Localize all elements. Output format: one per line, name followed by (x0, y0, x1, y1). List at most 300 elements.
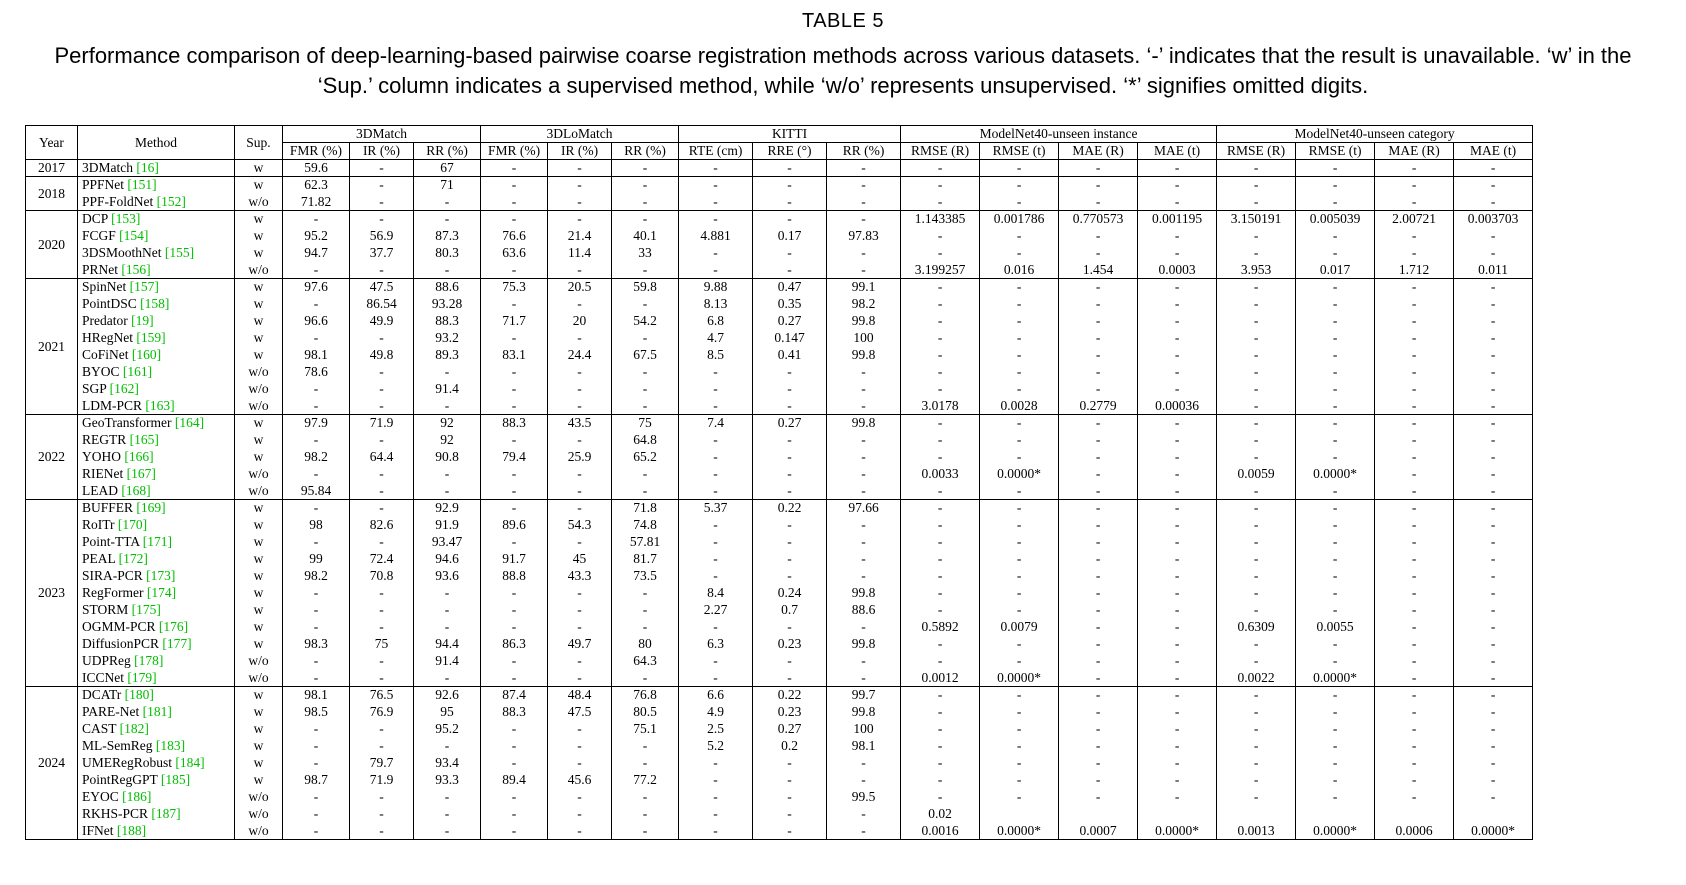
sup-cell: w (235, 721, 283, 738)
value-cell: 0.22 (753, 500, 827, 517)
value-cell: - (1217, 398, 1296, 415)
value-cell: - (548, 483, 612, 500)
table-row-buffer (26, 500, 1533, 517)
method-name: CAST (82, 721, 120, 736)
citation-link[interactable]: [178] (134, 653, 164, 668)
value-cell: 91.9 (414, 517, 481, 534)
citation-link[interactable]: [188] (116, 822, 147, 838)
citation-link[interactable]: [164] (174, 415, 205, 431)
value-cell: - (1454, 347, 1533, 364)
citation-link[interactable]: [167] (126, 466, 156, 481)
sup-cell: w (235, 500, 283, 517)
citation-link[interactable]: [181] (142, 704, 172, 719)
value-cell: - (827, 381, 901, 398)
value-cell: - (1138, 449, 1217, 466)
value-cell: 99.8 (827, 415, 901, 432)
citation-link[interactable]: [177] (162, 636, 192, 651)
value-cell: - (1296, 347, 1375, 364)
column-header-mae-t: MAE (t) (1138, 143, 1217, 160)
citation-link[interactable]: [153] (111, 211, 141, 227)
value-cell: 78.6 (283, 364, 350, 381)
method-cell (78, 313, 235, 330)
value-cell: - (901, 789, 980, 806)
method-name: RegFormer (82, 585, 147, 600)
value-cell: 0.0000* (1138, 823, 1217, 840)
value-cell: - (1296, 194, 1375, 211)
value-cell: - (612, 262, 679, 279)
value-cell: - (1296, 245, 1375, 262)
citation-link[interactable]: [172] (118, 551, 148, 566)
citation-link[interactable]: [176] (158, 619, 189, 634)
value-cell: - (1138, 772, 1217, 789)
value-cell (1296, 806, 1375, 823)
citation-link[interactable]: [169] (136, 500, 166, 516)
value-cell: - (1375, 704, 1454, 721)
citation-link[interactable]: [157] (129, 279, 159, 295)
value-cell: - (901, 160, 980, 177)
value-cell: - (901, 483, 980, 500)
value-cell: - (548, 721, 612, 738)
value-cell: - (1217, 483, 1296, 500)
value-cell: - (548, 806, 612, 823)
value-cell: - (1138, 500, 1217, 517)
citation-link[interactable]: [168] (121, 482, 151, 498)
value-cell: 56.9 (350, 228, 414, 245)
value-cell: 37.7 (350, 245, 414, 262)
value-cell: - (901, 551, 980, 568)
value-cell: 64.3 (612, 653, 679, 670)
value-cell: - (481, 721, 548, 738)
method-cell (78, 279, 235, 296)
citation-link[interactable]: [180] (124, 687, 154, 703)
value-cell: 95.2 (283, 228, 350, 245)
method-name: GeoTransformer (82, 415, 175, 431)
sup-cell: w (235, 449, 283, 466)
value-cell: 76.6 (481, 228, 548, 245)
value-cell: - (901, 568, 980, 585)
value-cell: 8.5 (679, 347, 753, 364)
value-cell: - (1059, 534, 1138, 551)
value-cell: - (827, 432, 901, 449)
value-cell: - (1296, 789, 1375, 806)
value-cell: - (350, 160, 414, 177)
value-cell: - (1138, 602, 1217, 619)
value-cell: 97.66 (827, 500, 901, 517)
value-cell: - (753, 160, 827, 177)
value-cell: - (350, 823, 414, 840)
value-cell: - (1059, 415, 1138, 432)
value-cell: - (548, 381, 612, 398)
value-cell: 98.2 (283, 449, 350, 466)
value-cell: - (980, 177, 1059, 194)
citation-link[interactable]: [187] (151, 806, 181, 821)
method-cell (78, 449, 235, 466)
value-cell: - (827, 160, 901, 177)
value-cell: - (1296, 398, 1375, 415)
value-cell: - (753, 755, 827, 772)
value-cell: - (481, 653, 548, 670)
value-cell: - (1375, 194, 1454, 211)
value-cell: - (1375, 177, 1454, 194)
value-cell: - (901, 279, 980, 296)
citation-link[interactable]: [158] (140, 296, 170, 311)
value-cell: 0.0022 (1217, 670, 1296, 687)
value-cell: - (1375, 636, 1454, 653)
value-cell: - (827, 177, 901, 194)
citation-link[interactable]: [182] (119, 721, 149, 736)
value-cell: 0.02 (901, 806, 980, 823)
value-cell: - (1296, 772, 1375, 789)
value-cell: 0.2779 (1059, 398, 1138, 415)
value-cell: - (481, 738, 548, 755)
method-cell (78, 330, 235, 347)
value-cell: - (1296, 228, 1375, 245)
value-cell: - (1454, 670, 1533, 687)
results-table (25, 125, 1533, 840)
value-cell: 5.37 (679, 500, 753, 517)
value-cell: - (1138, 279, 1217, 296)
value-cell: - (679, 211, 753, 228)
value-cell: - (679, 245, 753, 262)
value-cell: - (827, 670, 901, 687)
value-cell: - (283, 602, 350, 619)
value-cell: - (1375, 466, 1454, 483)
method-name: RoITr (82, 517, 118, 532)
value-cell: 86.54 (350, 296, 414, 313)
value-cell: - (980, 755, 1059, 772)
value-cell: - (1138, 296, 1217, 313)
value-cell: - (753, 398, 827, 415)
sup-cell: w (235, 517, 283, 534)
table-row-ppf-foldnet (26, 194, 1533, 211)
table-row-rienet (26, 466, 1533, 483)
value-cell: 70.8 (350, 568, 414, 585)
table-row-iccnet (26, 670, 1533, 687)
value-cell: - (980, 347, 1059, 364)
citation-link[interactable]: [185] (160, 772, 191, 787)
value-cell: - (1375, 364, 1454, 381)
value-cell: - (1138, 364, 1217, 381)
value-cell: 0.017 (1296, 262, 1375, 279)
value-cell: - (548, 211, 612, 228)
value-cell: - (414, 806, 481, 823)
value-cell: - (980, 721, 1059, 738)
group-header-kitti: KITTI (679, 126, 901, 143)
value-cell: - (1217, 160, 1296, 177)
value-cell: - (1217, 347, 1296, 364)
value-cell: - (1296, 296, 1375, 313)
value-cell: - (1375, 313, 1454, 330)
value-cell: - (827, 551, 901, 568)
citation-link[interactable]: [184] (175, 755, 205, 770)
value-cell: 59.8 (612, 279, 679, 296)
value-cell: 76.5 (350, 687, 414, 704)
method-name: 3DSMoothNet (82, 245, 165, 260)
value-cell: - (1296, 483, 1375, 500)
value-cell: - (1454, 228, 1533, 245)
value-cell: 100 (827, 330, 901, 347)
column-header-rmse-r: RMSE (R) (901, 143, 980, 160)
value-cell: 94.4 (414, 636, 481, 653)
value-cell: - (1217, 194, 1296, 211)
value-cell: 33 (612, 245, 679, 262)
value-cell: - (753, 789, 827, 806)
caption-text: Performance comparison of deep-learning-based pairwise coarse registration methods across various datasets. ‘-’ indicates that the result is unavailable. ‘w’ in the ‘Sup.’ column indicates a supervised method, while ‘w/o’ represents unsupervised. ‘*’ signifies omitted digits. (54, 43, 1632, 98)
year-cell: 2023 (26, 500, 78, 687)
value-cell: 11.4 (548, 245, 612, 262)
method-cell (78, 551, 235, 568)
value-cell: 71.9 (350, 415, 414, 432)
sup-cell: w (235, 704, 283, 721)
value-cell: - (980, 568, 1059, 585)
value-cell: - (1296, 585, 1375, 602)
value-cell: - (827, 211, 901, 228)
value-cell: - (481, 670, 548, 687)
value-cell: 54.2 (612, 313, 679, 330)
value-cell: - (414, 670, 481, 687)
value-cell: - (980, 296, 1059, 313)
value-cell: - (980, 772, 1059, 789)
value-cell: 99.8 (827, 585, 901, 602)
value-cell: - (901, 755, 980, 772)
value-cell: - (1138, 653, 1217, 670)
value-cell: - (1138, 636, 1217, 653)
value-cell: - (1217, 364, 1296, 381)
value-cell: 71.9 (350, 772, 414, 789)
citation-link[interactable]: [19] (131, 313, 154, 328)
citation-link[interactable]: [162] (109, 381, 139, 396)
value-cell: - (481, 177, 548, 194)
value-cell: - (1296, 534, 1375, 551)
value-cell: 0.0000* (1296, 823, 1375, 840)
value-cell: 48.4 (548, 687, 612, 704)
value-cell: 0.001195 (1138, 211, 1217, 228)
value-cell: 0.17 (753, 228, 827, 245)
method-name: BUFFER (82, 500, 137, 516)
value-cell: - (414, 585, 481, 602)
value-cell: - (679, 517, 753, 534)
citation-link[interactable]: [159] (136, 330, 166, 345)
citation-link[interactable]: [161] (122, 364, 153, 379)
value-cell: - (827, 364, 901, 381)
year-cell: 2017 (26, 160, 78, 177)
value-cell: - (980, 789, 1059, 806)
value-cell: - (548, 653, 612, 670)
group-header-3dlomatch: 3DLoMatch (481, 126, 679, 143)
value-cell: - (980, 500, 1059, 517)
value-cell: - (481, 755, 548, 772)
value-cell: - (1375, 228, 1454, 245)
sup-cell: w/o (235, 670, 283, 687)
value-cell: - (1454, 381, 1533, 398)
value-cell: 87.4 (481, 687, 548, 704)
sup-cell: w/o (235, 262, 283, 279)
value-cell: - (1138, 755, 1217, 772)
value-cell: - (548, 500, 612, 517)
value-cell: 47.5 (350, 279, 414, 296)
value-cell: 88.3 (414, 313, 481, 330)
value-cell: 98.1 (283, 687, 350, 704)
citation-link[interactable]: [170] (117, 517, 148, 532)
sup-cell: w/o (235, 806, 283, 823)
method-cell (78, 806, 235, 823)
value-cell: 71.82 (283, 194, 350, 211)
value-cell: 0.0079 (980, 619, 1059, 636)
value-cell: - (283, 262, 350, 279)
value-cell: 0.0055 (1296, 619, 1375, 636)
value-cell: 71 (414, 177, 481, 194)
citation-link[interactable]: [175] (131, 602, 161, 617)
value-cell: - (1454, 194, 1533, 211)
value-cell: - (980, 364, 1059, 381)
method-cell (78, 381, 235, 398)
value-cell: - (1059, 194, 1138, 211)
table-row-regtr (26, 432, 1533, 449)
value-cell: 95.2 (414, 721, 481, 738)
value-cell: - (980, 738, 1059, 755)
method-name: SGP (82, 381, 110, 396)
value-cell: - (980, 194, 1059, 211)
citation-link[interactable]: [154] (119, 228, 149, 243)
sup-cell: w (235, 738, 283, 755)
value-cell: - (1454, 432, 1533, 449)
table-row-dcatr (26, 687, 1533, 704)
citation-link[interactable]: [174] (146, 585, 177, 600)
sup-cell: w (235, 415, 283, 432)
value-cell: - (1454, 721, 1533, 738)
value-cell: - (679, 568, 753, 585)
value-cell: - (1375, 398, 1454, 415)
value-cell: - (1296, 279, 1375, 296)
value-cell: 4.9 (679, 704, 753, 721)
group-header-modelnet40-unseen-instance: ModelNet40-unseen instance (901, 126, 1217, 143)
value-cell: 63.6 (481, 245, 548, 262)
value-cell: - (350, 262, 414, 279)
method-cell (78, 432, 235, 449)
value-cell: - (1217, 602, 1296, 619)
method-name: Point-TTA (82, 534, 143, 549)
value-cell: - (350, 381, 414, 398)
value-cell: - (1375, 296, 1454, 313)
value-cell: - (679, 806, 753, 823)
citation-link[interactable]: [163] (145, 397, 175, 413)
value-cell (980, 806, 1059, 823)
value-cell: 25.9 (548, 449, 612, 466)
value-cell: - (1217, 738, 1296, 755)
citation-link[interactable]: [173] (146, 568, 176, 583)
value-cell: - (612, 483, 679, 500)
value-cell: - (612, 177, 679, 194)
value-cell: 95 (414, 704, 481, 721)
value-cell: - (901, 194, 980, 211)
table-row-prnet (26, 262, 1533, 279)
citation-link[interactable]: [155] (164, 245, 195, 260)
value-cell: - (1296, 381, 1375, 398)
value-cell: - (753, 772, 827, 789)
value-cell: - (414, 211, 481, 228)
value-cell: - (1138, 313, 1217, 330)
citation-link[interactable]: [16] (136, 160, 159, 175)
citation-link[interactable]: [156] (121, 261, 151, 277)
value-cell: - (548, 262, 612, 279)
value-cell: 49.8 (350, 347, 414, 364)
value-cell: - (1375, 602, 1454, 619)
value-cell: - (350, 738, 414, 755)
column-header-rr: RR (%) (612, 143, 679, 160)
value-cell: - (1454, 687, 1533, 704)
citation-link[interactable]: [152] (156, 193, 186, 209)
value-cell: 99.5 (827, 789, 901, 806)
citation-link[interactable]: [165] (129, 432, 159, 447)
value-cell: - (481, 398, 548, 415)
value-cell: 91.4 (414, 653, 481, 670)
value-cell: 71.7 (481, 313, 548, 330)
value-cell: 7.4 (679, 415, 753, 432)
citation-link[interactable]: [179] (127, 669, 157, 685)
value-cell: - (283, 466, 350, 483)
value-cell: - (901, 704, 980, 721)
header-year: Year (26, 126, 78, 160)
value-cell: - (1138, 466, 1217, 483)
value-cell: - (1375, 245, 1454, 262)
value-cell: - (827, 653, 901, 670)
citation-link[interactable]: [151] (127, 177, 157, 193)
value-cell: - (901, 602, 980, 619)
value-cell: 9.88 (679, 279, 753, 296)
value-cell: - (753, 381, 827, 398)
column-header-rr: RR (%) (827, 143, 901, 160)
table-row-spinnet (26, 279, 1533, 296)
value-cell: - (1296, 313, 1375, 330)
value-cell: - (1375, 347, 1454, 364)
value-cell: - (679, 432, 753, 449)
value-cell: - (1059, 432, 1138, 449)
citation-link[interactable]: [166] (124, 449, 154, 464)
value-cell: - (612, 398, 679, 415)
table-row-ifnet (26, 823, 1533, 840)
value-cell: - (548, 789, 612, 806)
value-cell: - (1059, 551, 1138, 568)
value-cell: - (1138, 483, 1217, 500)
value-cell: - (1217, 449, 1296, 466)
value-cell: - (1375, 619, 1454, 636)
method-name: EYOC (82, 789, 123, 804)
citation-link[interactable]: [183] (155, 738, 186, 753)
value-cell: - (1059, 789, 1138, 806)
citation-link[interactable]: [160] (131, 347, 162, 362)
value-cell: - (283, 432, 350, 449)
value-cell: - (1454, 279, 1533, 296)
value-cell: 0.0059 (1217, 466, 1296, 483)
value-cell: - (1454, 466, 1533, 483)
method-cell (78, 415, 235, 432)
sup-cell: w (235, 619, 283, 636)
value-cell: 3.199257 (901, 262, 980, 279)
value-cell: - (1138, 381, 1217, 398)
value-cell: 67.5 (612, 347, 679, 364)
citation-link[interactable]: [171] (142, 534, 173, 549)
value-cell: - (901, 313, 980, 330)
value-cell: - (753, 177, 827, 194)
method-name: IFNet (82, 822, 117, 838)
value-cell: 0.005039 (1296, 211, 1375, 228)
method-cell (78, 602, 235, 619)
value-cell: - (612, 160, 679, 177)
value-cell: 74.8 (612, 517, 679, 534)
value-cell: - (901, 415, 980, 432)
citation-link[interactable]: [186] (122, 789, 152, 804)
value-cell: - (753, 466, 827, 483)
